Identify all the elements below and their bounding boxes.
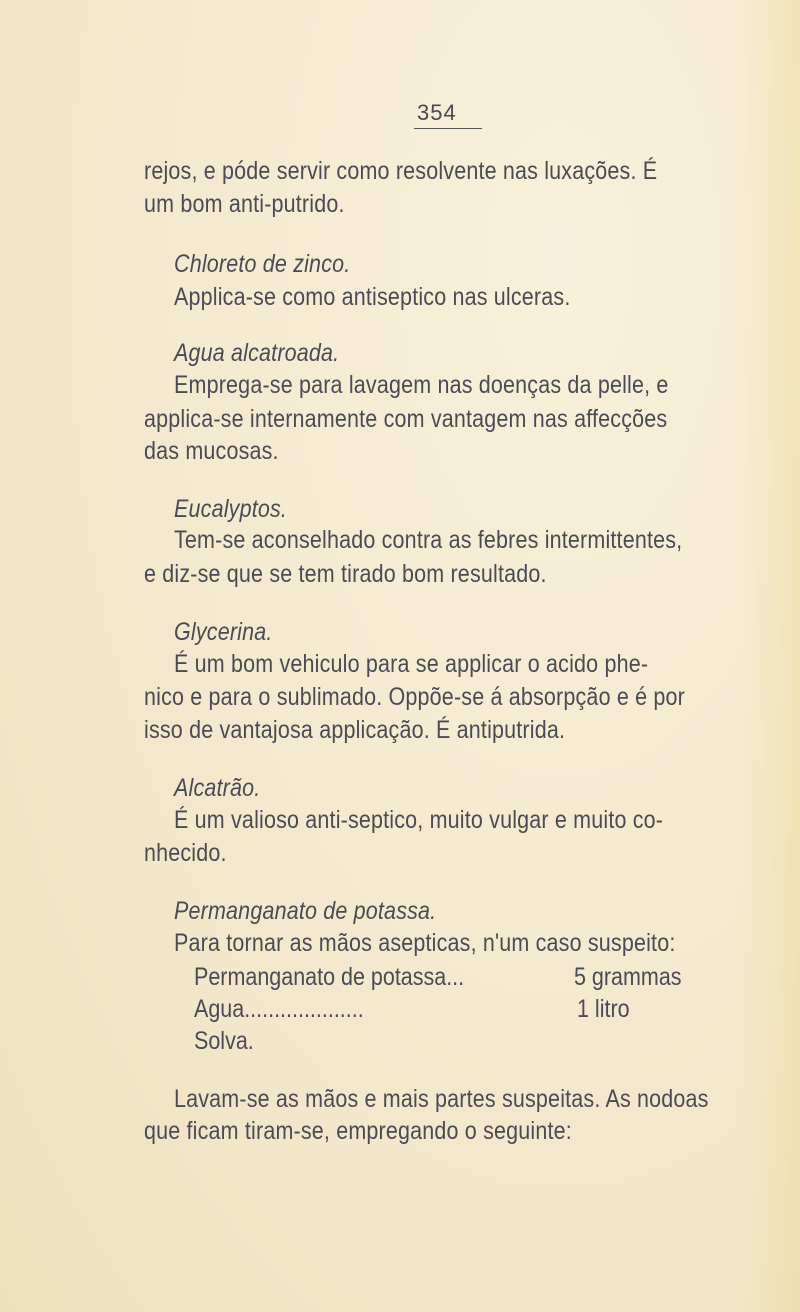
text-line: isso de vantajosa applicação. É antiputrida. <box>144 716 566 744</box>
section-heading: Eucalyptos. <box>174 495 288 523</box>
text-line: um bom anti-putrido. <box>144 190 345 218</box>
section-heading: Permanganato de potassa. <box>174 897 437 925</box>
formula-instruction: Solva. <box>194 1027 254 1055</box>
text-line: das mucosas. <box>144 437 279 465</box>
formula-item: Agua.................... <box>194 995 364 1023</box>
text-line: applica-se internamente com vantagem nas affecções <box>144 405 668 433</box>
formula-quantity: 1 litro <box>577 995 630 1023</box>
text-line: rejos, e póde servir como resolvente nas luxações. É <box>144 157 658 185</box>
page-number: 354 <box>417 100 457 125</box>
section-heading: Chloreto de zinco. <box>174 250 351 278</box>
text-line: e diz-se que se tem tirado bom resultado. <box>144 560 547 588</box>
text-line: Lavam-se as mãos e mais partes suspeitas. As nodoas <box>174 1085 709 1113</box>
text-line: que ficam tiram-se, empregando o seguinte: <box>144 1117 572 1145</box>
text-line: Para tornar as mãos asepticas, n'um caso suspeito: <box>174 929 676 957</box>
page-edge-shading <box>740 0 800 1312</box>
page-number-rule <box>414 128 482 129</box>
text-line: É um valioso anti-septico, muito vulgar e muito co- <box>174 806 664 834</box>
text-line: Applica-se como antiseptico nas ulceras. <box>174 283 571 311</box>
section-heading: Glycerina. <box>174 618 273 646</box>
section-heading: Agua alcatroada. <box>174 339 340 367</box>
text-line: Emprega-se para lavagem nas doenças da pelle, e <box>174 371 669 399</box>
text-line: Tem-se aconselhado contra as febres intermittentes, <box>174 526 683 554</box>
formula-quantity: 5 grammas <box>574 963 682 991</box>
text-line: nhecido. <box>144 839 227 867</box>
text-line: É um bom vehiculo para se applicar o acido phe- <box>174 650 649 678</box>
section-heading: Alcatrão. <box>174 774 261 802</box>
text-line: nico e para o sublimado. Oppõe-se á absorpção e é por <box>144 683 685 711</box>
formula-item: Permanganato de potassa... <box>194 963 465 991</box>
